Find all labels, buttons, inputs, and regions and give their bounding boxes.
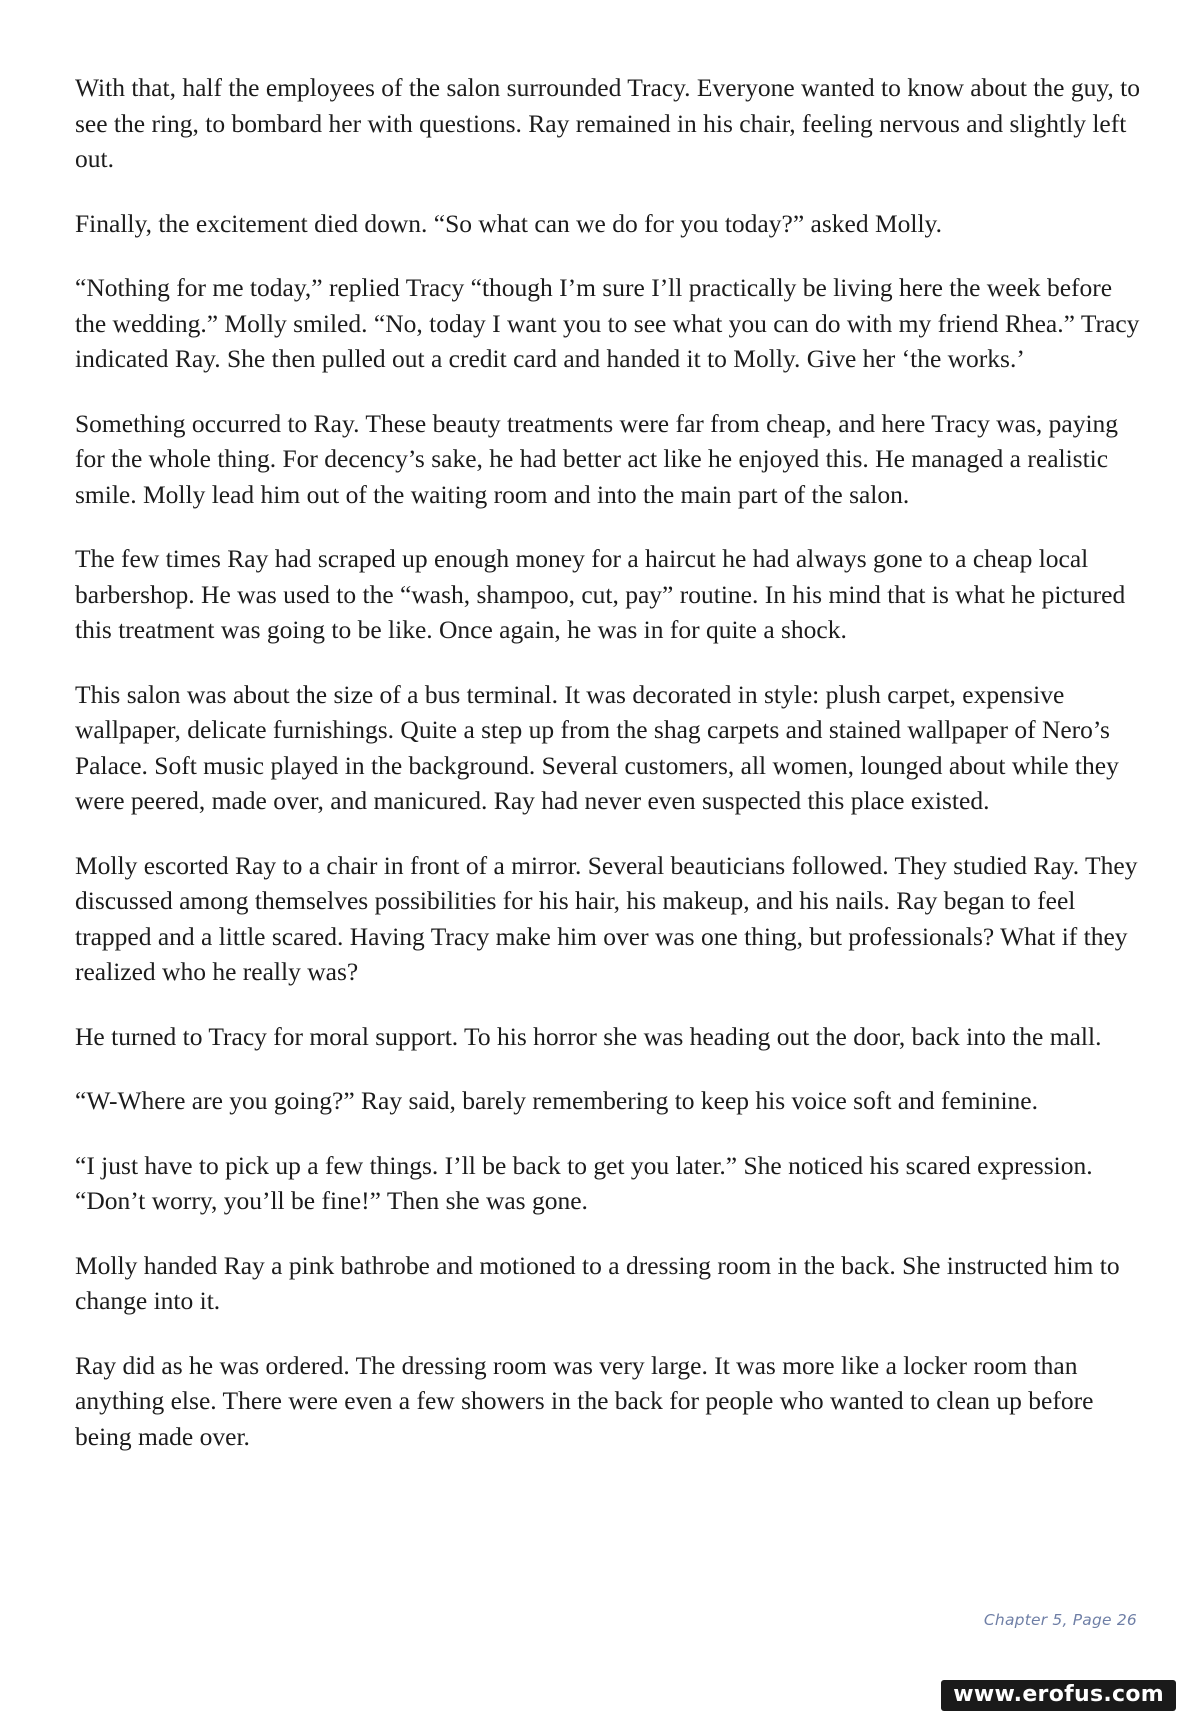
paragraph-1: With that, half the employees of the salon surrounded Tracy. Everyone wanted to know about the guy, to see the ring, to bombard her with questions. Ray remained in his chair, feeling nervous and slightly left out. <box>75 73 1141 173</box>
paragraph-4: Something occurred to Ray. These beauty treatments were far from cheap, and here Tracy was, paying for the whole thing. For decency’s sake, he had better act like he enjoyed this. He managed a realistic smile. Molly lead him out of the waiting room and into the main part of the salon. <box>75 408 1119 509</box>
paragraph-2: Finally, the excitement died down. “So what can we do for you today?” asked Molly. <box>75 208 943 238</box>
paragraph-6: This salon was about the size of a bus terminal. It was decorated in style: plush carpet, expensive wallpaper, delicate furnishings. Quite a step up from the shag carpets and stained wallpaper of Nero’s Palace. Soft music played in the background. Several customers, all women, lounged about while they were peered, made over, and manicured. Ray had never even suspected this place existed. <box>75 679 1119 815</box>
paragraph-5: The few times Ray had scraped up enough money for a haircut he had always gone to a cheap local barbershop. He was used to the “wash, shampoo, cut, pay” routine. In his mind that is what he pictured this treatment was going to be like. Once again, he was in for quite a shock. <box>75 544 1126 644</box>
paragraph-10: “I just have to pick up a few things. I’ll be back to get you later.” She noticed his scared expression. “Don’t worry, you’ll be fine!” Then she was gone. <box>75 1150 1093 1215</box>
page-number-label: Chapter 5, Page 26 <box>983 1611 1137 1629</box>
paragraph-3: “Nothing for me today,” replied Tracy “though I’m sure I’ll practically be living here the week before the wedding.” Molly smiled. “No, today I want you to see what you can do with my friend Rhea.” Tracy indicated Ray. She then pulled out a credit card and handed it to Molly. Give her ‘the works.’ <box>75 273 1140 373</box>
paragraph-7: Molly escorted Ray to a chair in front of a mirror. Several beauticians followed. They studied Ray. They discussed among themselves possibilities for his hair, his makeup, and his nails. Ray began to feel trapped and a little scared. Having Tracy make him over was one thing, but professionals? What if they realized who he really was? <box>75 850 1138 986</box>
watermark-badge: www.erofus.com <box>941 1680 1176 1711</box>
paragraph-9: “W-Where are you going?” Ray said, barely remembering to keep his voice soft and feminine. <box>75 1086 1038 1115</box>
document-body <box>75 70 1140 1483</box>
paragraph-11: Molly handed Ray a pink bathrobe and motioned to a dressing room in the back. She instructed him to change into it. <box>75 1250 1120 1315</box>
paragraph-8: He turned to Tracy for moral support. To his horror she was heading out the door, back into the mall. <box>75 1021 1102 1051</box>
paragraph-12: Ray did as he was ordered. The dressing room was very large. It was more like a locker room than anything else. There were even a few showers in the back for people who wanted to clean up before being made over. <box>75 1350 1094 1451</box>
